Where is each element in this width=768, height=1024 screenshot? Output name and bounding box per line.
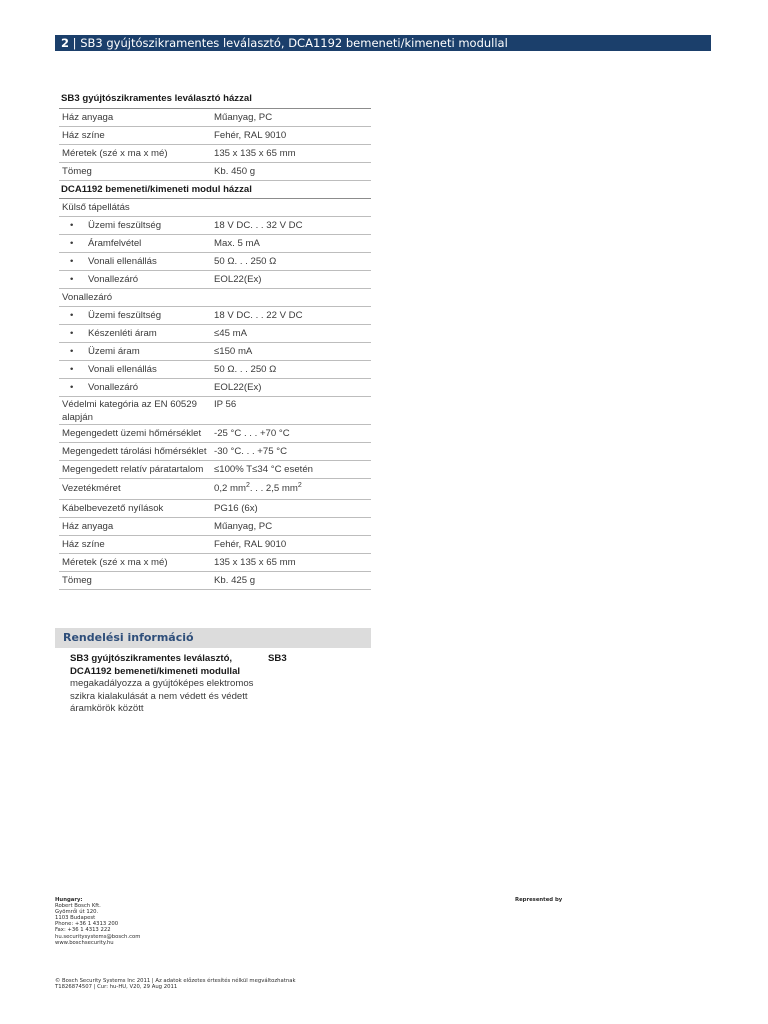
spec-value: Kb. 450 g — [214, 166, 256, 177]
spec-label-text: Vonali ellenállás — [88, 256, 157, 267]
spec-label: Megengedett üzemi hőmérséklet — [62, 428, 202, 439]
spec-value: 50 Ω. . . 250 Ω — [214, 364, 277, 375]
bullet-icon: • — [70, 220, 74, 231]
spec-row — [59, 479, 371, 500]
spec-row — [59, 235, 371, 253]
spec-label — [59, 253, 214, 270]
spec-label — [59, 307, 214, 324]
header-separator: | — [69, 36, 81, 50]
bullet-icon: • — [70, 346, 74, 357]
spec-value — [214, 479, 371, 499]
spec-value: PG16 (6x) — [214, 503, 258, 514]
spec-value: ≤100% T≤34 °C esetén — [214, 464, 313, 475]
spec-label: Megengedett relatív páratartalom — [62, 464, 204, 475]
product-entry — [55, 648, 371, 716]
section-title-dca1192: DCA1192 bemeneti/kimeneti modul házzal — [59, 181, 371, 199]
spec-label-text: Üzemi feszültség — [88, 310, 162, 321]
footer-fax: Fax: +36 1 4313 222 — [55, 927, 111, 934]
spec-row — [59, 307, 371, 325]
spec-value: EOL22(Ex) — [214, 382, 262, 393]
spec-value: Kb. 425 g — [214, 575, 256, 586]
spec-label: Ház színe — [62, 130, 105, 141]
spec-label — [59, 343, 214, 360]
spec-value: Max. 5 mA — [214, 238, 260, 249]
wire-min-exponent: 2 — [246, 481, 250, 489]
spec-value: ≤150 mA — [214, 346, 253, 357]
spec-label: Vezetékméret — [62, 483, 121, 494]
group-label-line-terminator: Vonallezáró — [59, 289, 371, 307]
spec-value: 18 V DC. . . 32 V DC — [214, 220, 303, 231]
spec-value: ≤45 mA — [214, 328, 247, 339]
spec-value: Fehér, RAL 9010 — [214, 539, 287, 550]
bullet-icon: • — [70, 310, 74, 321]
product-description-line: szikra kialakulását a nem védett és védett — [70, 690, 248, 702]
spec-label — [59, 217, 214, 234]
spec-value: 18 V DC. . . 22 V DC — [214, 310, 303, 321]
spec-label: Ház anyaga — [62, 521, 114, 532]
spec-value: 50 Ω. . . 250 Ω — [214, 256, 277, 267]
spec-label: Tömeg — [62, 166, 92, 177]
section-title-sb3: SB3 gyújtószikramentes leválasztó házzal — [59, 90, 371, 109]
spec-value: EOL22(Ex) — [214, 274, 262, 285]
spec-value: 135 x 135 x 65 mm — [214, 557, 296, 568]
footer-company: Robert Bosch Kft. — [55, 903, 101, 910]
bullet-icon: • — [70, 382, 74, 393]
ordering-information — [55, 628, 371, 716]
spec-row — [59, 343, 371, 361]
spec-label-text: Üzemi áram — [88, 346, 140, 357]
spec-row — [59, 127, 371, 145]
spec-row — [59, 397, 371, 425]
spec-value: -30 °C. . . +75 °C — [214, 446, 287, 457]
wire-range: . . . 2,5 mm — [249, 483, 298, 494]
bullet-icon: • — [70, 256, 74, 267]
spec-row — [59, 361, 371, 379]
footer-phone: Phone: +36 1 4313 200 — [55, 921, 119, 928]
spec-label-text: Vonallezáró — [88, 274, 139, 285]
spec-label — [59, 361, 214, 378]
spec-row — [59, 443, 371, 461]
footer-web: www.boschsecurity.hu — [55, 939, 114, 946]
bullet-icon: • — [70, 274, 74, 285]
spec-value: -25 °C . . . +70 °C — [214, 428, 290, 439]
spec-label-text: Vonali ellenállás — [88, 364, 157, 375]
product-description-line: áramkörök között — [70, 703, 144, 714]
footer-country: Hungary: — [55, 897, 83, 903]
spec-label: Védelmi kategória az EN 60529 alapján — [62, 399, 197, 423]
spec-label — [59, 379, 214, 396]
footer-city: 1103 Budapest — [55, 915, 96, 922]
page-header-bar — [55, 35, 711, 51]
wire-max-exponent: 2 — [297, 481, 302, 489]
spec-label: Megengedett tárolási hőmérséklet — [62, 446, 207, 457]
footer-copyright — [55, 978, 455, 990]
spec-row — [59, 271, 371, 289]
spec-row — [59, 425, 371, 443]
document-id-line: T1826874507 | Cur: hu-HU, V20, 29 Aug 2011 — [55, 984, 178, 991]
spec-value: IP 56 — [214, 399, 237, 410]
spec-label: Méretek (szé x ma x mé) — [62, 148, 168, 159]
spec-label-text: Készenléti áram — [88, 328, 157, 339]
product-details — [55, 653, 262, 716]
ordering-heading: Rendelési információ — [55, 628, 371, 648]
bullet-icon: • — [70, 238, 74, 249]
product-name-line: DCA1192 bemeneti/kimeneti modullal — [70, 665, 241, 677]
spec-row — [59, 554, 371, 572]
spec-row — [59, 379, 371, 397]
spec-value: Műanyag, PC — [214, 112, 273, 123]
spec-label: Kábelbevezető nyílások — [62, 503, 164, 514]
product-name-line: SB3 gyújtószikramentes leválasztó, — [70, 653, 233, 664]
footer-street: Gyömrői út 120. — [55, 909, 99, 916]
footer-contact — [55, 897, 255, 946]
spec-row — [59, 572, 371, 590]
product-description-line: megakadályozza a gyújtóképes elektromos — [70, 678, 254, 689]
footer-represented-by: Represented by — [515, 897, 563, 903]
spec-value: Fehér, RAL 9010 — [214, 130, 287, 141]
copyright-line: © Bosch Security Systems Inc 2011 | Az adatok előzetes értesítés nélkül megváltozhatnak — [55, 978, 296, 984]
spec-label: Ház anyaga — [62, 112, 114, 123]
spec-row — [59, 163, 371, 181]
wire-min: 0,2 mm — [214, 483, 246, 494]
spec-label — [59, 235, 214, 252]
spec-row — [59, 145, 371, 163]
spec-label — [59, 325, 214, 342]
spec-row — [59, 461, 371, 479]
spec-row — [59, 325, 371, 343]
spec-label — [59, 271, 214, 288]
product-code: SB3 — [268, 653, 287, 664]
spec-label: Tömeg — [62, 575, 92, 586]
bullet-icon: • — [70, 328, 74, 339]
page-number: 2 — [61, 36, 70, 50]
spec-label: Ház színe — [62, 539, 105, 550]
spec-table — [59, 90, 371, 590]
spec-row — [59, 518, 371, 536]
spec-value: 135 x 135 x 65 mm — [214, 148, 296, 159]
spec-row — [59, 536, 371, 554]
spec-row — [59, 109, 371, 127]
spec-label: Méretek (szé x ma x mé) — [62, 557, 168, 568]
spec-row — [59, 217, 371, 235]
group-label-external-power: Külső tápellátás — [59, 199, 371, 217]
spec-label-text: Vonallezáró — [88, 382, 139, 393]
bullet-icon: • — [70, 364, 74, 375]
spec-value: Műanyag, PC — [214, 521, 273, 532]
spec-label-text: Áramfelvétel — [88, 238, 142, 249]
spec-label-text: Üzemi feszültség — [88, 220, 162, 231]
document-title: SB3 gyújtószikramentes leválasztó, DCA1192 bemeneti/kimeneti modullal — [80, 36, 508, 50]
footer-email: hu.securitysystems@bosch.com — [55, 933, 141, 940]
spec-row — [59, 500, 371, 518]
spec-row — [59, 253, 371, 271]
